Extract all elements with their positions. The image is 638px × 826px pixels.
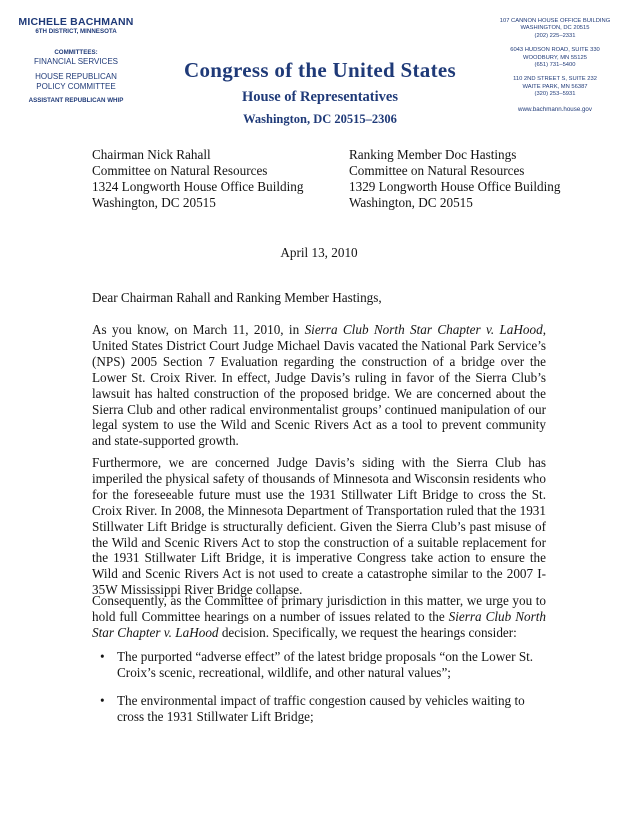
paragraph-1-case-name: Sierra Club North Star Chapter v. LaHood	[304, 322, 543, 337]
office-woodbury	[480, 47, 630, 69]
addressee-chairman-line2: Committee on Natural Resources	[92, 163, 268, 178]
office-woodbury-line1: 6043 HUDSON ROAD, SUITE 330	[510, 47, 600, 54]
committee-policy-line1: HOUSE REPUBLICAN	[35, 72, 117, 81]
paragraph-3-part1: Consequently, as the Committee of primary jurisdiction in this matter, we urge you to hold full Committee hearings on a number of issues related to the	[92, 593, 546, 624]
office-dc-line2: WASHINGTON, DC 20515	[520, 25, 590, 32]
letterhead-right	[480, 18, 630, 113]
addressee-chairman-line4: Washington, DC 20515	[92, 195, 216, 210]
office-waite-park-phone: (320) 253–5931	[534, 91, 576, 98]
committee-policy-line2: POLICY COMMITTEE	[36, 82, 116, 91]
paragraph-1	[92, 322, 546, 449]
paragraph-1-part2: , United States District Court Judge Michael Davis vacated the National Park Service’s (NPS) 2005 Section 7 Evaluation regarding the construction of a bridge over the Lower St. Croix River. In effect, Judge Davis’s ruling in favor of the Sierra Club’s lawsuit has halted construction of the proposed bridge. We are concerned about the Sierra Club and other radical environmentalist groups’ continued manipulation of our legal system to use the Wild and Scenic Rivers Act as a tool to prevent community and state-supported growth.	[92, 322, 546, 449]
office-waite-park-line1: 110 2ND STREET S, SUITE 232	[513, 76, 597, 83]
committees-label: COMMITTEES:	[54, 49, 98, 56]
addressee-chairman	[92, 147, 303, 211]
congress-title: Congress of the United States	[184, 58, 456, 82]
website-link[interactable]: www.bachmann.house.gov	[518, 105, 592, 113]
list-item	[100, 649, 547, 681]
addressee-chairman-line1: Chairman Nick Rahall	[92, 147, 211, 162]
paragraph-1-part1: As you know, on March 11, 2010, in	[92, 322, 305, 337]
bullet-text-1: The purported “adverse effect” of the latest bridge proposals “on the Lower St. Croix’s scenic, recreational, wildlife, and other natural values”;	[117, 649, 534, 680]
letterhead-city: Washington, DC 20515–2306	[243, 112, 397, 126]
member-district: 6TH DISTRICT, MINNESOTA	[35, 28, 117, 35]
bullet-text-2: The environmental impact of traffic congestion caused by vehicles waiting to cross the 1931 Stillwater Lift Bridge;	[117, 693, 525, 724]
addressee-chairman-line3: 1324 Longworth House Office Building	[92, 179, 304, 194]
salutation: Dear Chairman Rahall and Ranking Member Hastings,	[92, 290, 382, 305]
addressee-ranking-line3: 1329 Longworth House Office Building	[349, 179, 561, 194]
office-dc-phone: (202) 225–2331	[534, 32, 576, 39]
addressee-ranking-line1: Ranking Member Doc Hastings	[349, 147, 517, 162]
office-woodbury-phone: (651) 731–5400	[534, 62, 576, 69]
letterhead-center	[150, 58, 490, 127]
letterhead-left	[6, 16, 146, 104]
bullet-icon: •	[100, 693, 105, 708]
member-name: MICHELE BACHMANN	[18, 16, 134, 28]
paragraph-3	[92, 593, 546, 641]
committee-financial-services: FINANCIAL SERVICES	[33, 57, 119, 66]
house-title: House of Representatives	[242, 89, 398, 105]
office-waite-park-line2: WAITE PARK, MN 56387	[522, 83, 588, 90]
office-dc	[480, 18, 630, 40]
list-item	[100, 693, 547, 725]
bullet-icon: •	[100, 649, 105, 664]
letter-date: April 13, 2010	[280, 245, 358, 260]
paragraph-2: Furthermore, we are concerned Judge Davis’s siding with the Sierra Club has imperiled the physical safety of thousands of Minnesota and Wisconsin residents who for the foreseeable future must use the 1931 Stillwater Lift Bridge to cross the St. Croix River. In 2008, the Minnesota Department of Transportation ruled that the 1931 Stillwater Lift Bridge is structurally deficient. Given the Sierra Club’s past misuse of the Wild and Scenic Rivers Act to stop the construction of a suitable replacement for the 1931 Stillwater Lift Bridge, it is imperative Congress take action to ensure the Wild and Scenic Rivers Act is not used to create a catastrophe similar to the 2007 I-35W Mississippi River Bridge collapse.	[92, 455, 546, 598]
addressee-ranking-line2: Committee on Natural Resources	[349, 163, 525, 178]
member-role: ASSISTANT REPUBLICAN WHIP	[28, 97, 124, 104]
office-dc-line1: 107 CANNON HOUSE OFFICE BUILDING	[499, 18, 611, 24]
addressee-ranking-member	[349, 147, 560, 211]
addressee-ranking-line4: Washington, DC 20515	[349, 195, 473, 210]
paragraph-3-part2: decision. Specifically, we request the hearings consider:	[218, 624, 517, 640]
office-waite-park	[480, 76, 630, 98]
office-woodbury-line2: WOODBURY, MN 55125	[523, 54, 587, 61]
paragraph-3-case-name: Sierra Club North Star Chapter v. LaHood	[92, 608, 546, 640]
